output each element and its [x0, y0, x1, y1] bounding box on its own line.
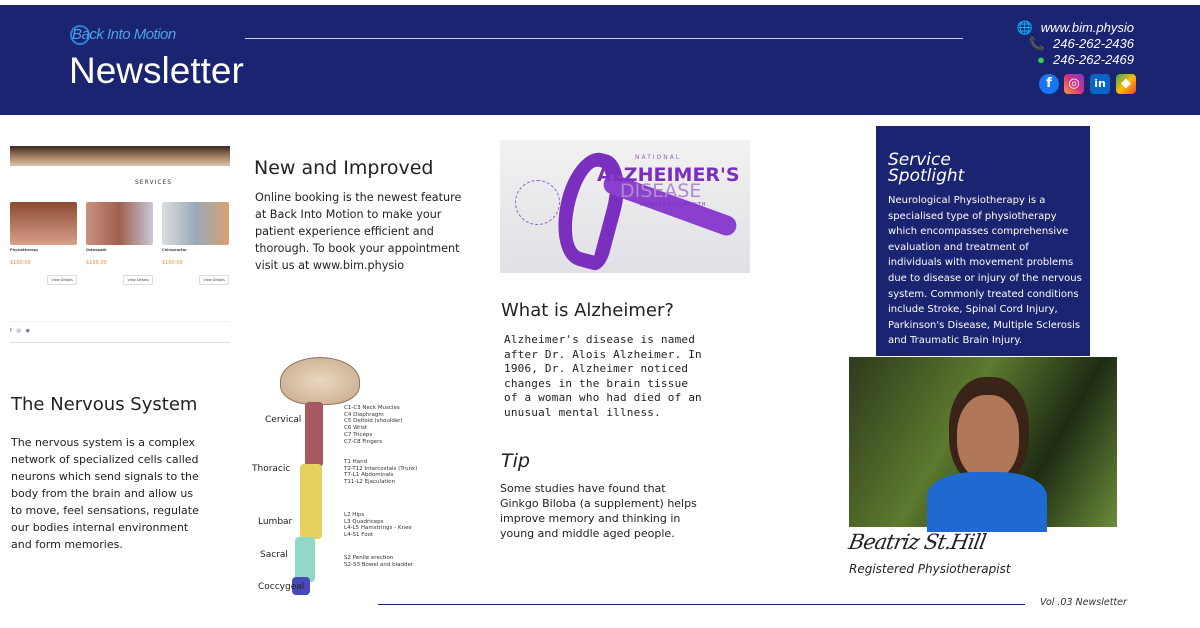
spotlight-body: Neurological Physiotherapy is a specialised type of physiotherapy which encompasses comprehensive evaluation and treatment of individuals with movement problems due to disease or injury of the nervous system. Commonly treated conditions include Stroke, Spinal Cord Injury, Parkinson's Disease, Multiple Sclerosis and Traumatic Brain Injury.	[888, 195, 1082, 347]
tip-body: Some studies have found that Ginkgo Biloba (a supplement) helps improve memory and thinking in young and middle aged people.	[500, 482, 697, 540]
region-label: Thoracic	[252, 464, 291, 474]
phone-icon: 📞	[1028, 36, 1046, 51]
service-card: Physiotherapy $100.00 View Details	[10, 202, 77, 288]
nerve-label: L4-L5 Hamstrings - Knee	[344, 525, 412, 532]
brain-icon	[280, 357, 360, 405]
logo	[70, 25, 176, 45]
alzheimers-banner: NATIONAL ALZHEIMER'S DISEASE AWARENESS MONTH	[500, 140, 750, 273]
region-label: Cervical	[265, 415, 302, 425]
logo-text: Back Into Motion	[72, 25, 176, 43]
facebook-icon[interactable]: f	[1039, 74, 1059, 94]
page-title: Newsletter	[69, 50, 244, 91]
nerve-label: S2-S3 Bowel and bladder	[344, 561, 414, 568]
nerve-label: L3 Quadriceps	[344, 518, 384, 525]
nerve-label: T1 Hand	[344, 459, 368, 465]
therapist-role: Registered Physiotherapist	[849, 562, 1011, 576]
volume-label: Vol .03 Newsletter	[1040, 597, 1127, 608]
whatsapp-text: 246-262-2469	[1053, 52, 1134, 67]
nerve-label: C6 Wrist	[344, 425, 368, 432]
region-label: Lumbar	[258, 517, 293, 527]
nerve-label: T7-L1 Abdominals	[344, 472, 394, 479]
nervous-body: The nervous system is a complex network of specialized cells called neurons which send signals to the body from the brain and allow us to move, feel sensations, regulate our bodies internal environment and form memories.	[11, 436, 199, 551]
service-card: Chiropractor $100.00 View Details	[162, 202, 229, 288]
region-label: Coccygeal	[258, 582, 305, 592]
footer-divider	[378, 604, 1025, 605]
signature: Beatriz St.Hill	[846, 530, 988, 554]
globe-icon: 🌐	[1016, 20, 1033, 35]
social-icons: f ◎ ◉	[10, 328, 31, 334]
website-link[interactable]	[1017, 20, 1134, 36]
phone-text: 246-262-2436	[1053, 36, 1134, 51]
google-maps-icon[interactable]: ◆	[1116, 74, 1136, 94]
nerve-label: T2-T12 Intercostals (Trunk)	[344, 465, 418, 472]
instagram-icon[interactable]: ◎	[1064, 74, 1084, 94]
services-heading: SERVICES	[135, 179, 173, 186]
tip-title: Tip	[501, 450, 530, 472]
nerve-label: L2 Hips	[344, 512, 365, 518]
phone	[1029, 36, 1134, 52]
service-spotlight-panel	[876, 126, 1090, 356]
nerve-label: C4 Diaphragm	[344, 411, 384, 418]
linkedin-icon[interactable]: in	[1090, 74, 1110, 94]
alzheimer-title: What is Alzheimer?	[501, 300, 674, 321]
nerve-label: C7 Triceps	[344, 431, 373, 438]
website-text: www.bim.physio	[1040, 20, 1134, 35]
nerve-label: C1-C3 Neck Muscles	[344, 405, 400, 411]
region-label: Sacral	[260, 550, 288, 560]
nerve-label: T11-L2 Ejaculation	[344, 479, 395, 486]
nervous-title: The Nervous System	[11, 394, 198, 415]
nerve-label: C7-C8 Fingers	[344, 438, 383, 445]
new-improved-title: New and Improved	[254, 157, 434, 179]
alzheimer-body: Alzheimer's disease is named after Dr. Alois Alzheimer. In 1906, Dr. Alzheimer noticed changes in the brain tissue of a woman who had died of an unusual mental illness.	[504, 333, 702, 419]
spine-diagram	[250, 352, 430, 597]
whatsapp	[1037, 52, 1134, 67]
whatsapp-icon: ●	[1037, 52, 1046, 67]
nerve-label: L4-S1 Foot	[344, 532, 374, 539]
website-screenshot	[10, 146, 230, 344]
spotlight-title: Service Spotlight	[888, 150, 965, 186]
nerve-label: S2 Penile erection	[344, 555, 394, 561]
new-improved-body: Online booking is the newest feature at Back Into Motion to make your patient experience efficient and thorough. To book your appointment visit us at www.bim.physio	[255, 191, 462, 272]
service-card: Osteopath $150.00 View Details	[86, 202, 153, 288]
therapist-photo	[849, 357, 1117, 527]
divider	[245, 38, 963, 39]
nerve-label: C5 Deltoid (shoulder)	[344, 418, 403, 425]
